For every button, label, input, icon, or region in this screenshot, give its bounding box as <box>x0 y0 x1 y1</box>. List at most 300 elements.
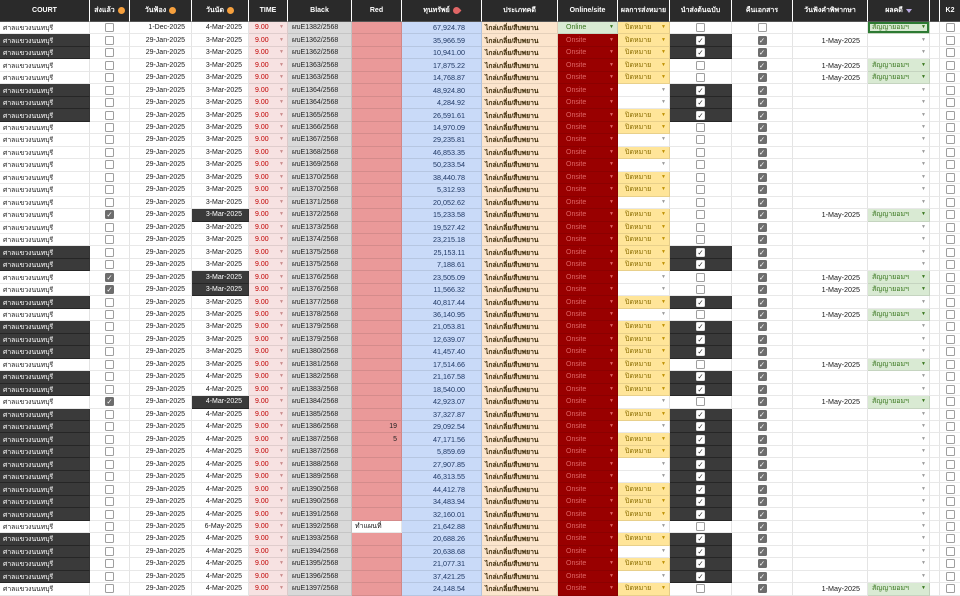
case-type-cell[interactable] <box>482 334 558 346</box>
k2-cell[interactable] <box>940 458 960 470</box>
original-docs-checkbox[interactable] <box>696 310 705 319</box>
amount-cell[interactable] <box>402 59 482 71</box>
dropdown-arrow-icon[interactable]: ▼ <box>609 323 614 330</box>
dropdown-arrow-icon[interactable]: ▼ <box>279 498 284 505</box>
send-result-select[interactable] <box>618 396 670 408</box>
filing-date-cell[interactable] <box>130 284 192 296</box>
header-red[interactable] <box>352 0 402 22</box>
k2-cell[interactable] <box>940 433 960 445</box>
send-result-select[interactable] <box>618 483 670 495</box>
black-case-number-cell[interactable] <box>288 222 352 234</box>
channel-select[interactable] <box>558 446 618 458</box>
sent-checkbox[interactable] <box>105 248 114 257</box>
returned-docs-checkbox[interactable]: ✓ <box>758 235 766 245</box>
dropdown-arrow-icon[interactable]: ▼ <box>921 86 926 93</box>
sent-cell[interactable] <box>90 34 130 46</box>
black-case-number-cell[interactable] <box>288 471 352 483</box>
dropdown-arrow-icon[interactable]: ▼ <box>609 248 614 255</box>
channel-select[interactable] <box>558 284 618 296</box>
red-cell[interactable] <box>352 197 402 209</box>
original-docs-checkbox[interactable]: ✓ <box>697 534 704 544</box>
case-type-cell[interactable] <box>482 22 558 34</box>
k2-cell[interactable] <box>940 246 960 258</box>
returned-docs-cell[interactable] <box>732 109 793 121</box>
dropdown-arrow-icon[interactable]: ▼ <box>609 74 614 81</box>
dropdown-arrow-icon[interactable]: ▼ <box>921 460 926 467</box>
dropdown-arrow-icon[interactable]: ▼ <box>279 535 284 542</box>
sent-checkbox[interactable] <box>105 559 114 568</box>
k2-checkbox[interactable] <box>946 510 955 519</box>
black-case-number-cell[interactable] <box>288 159 352 171</box>
k2-checkbox[interactable] <box>946 497 955 506</box>
filing-date-cell[interactable] <box>130 147 192 159</box>
original-docs-checkbox[interactable]: ✓ <box>697 422 704 432</box>
returned-docs-cell[interactable] <box>732 421 793 433</box>
amount-cell[interactable] <box>402 471 482 483</box>
red-cell[interactable] <box>352 533 402 545</box>
returned-docs-cell[interactable] <box>732 496 793 508</box>
sent-cell[interactable] <box>90 521 130 533</box>
black-case-number-cell[interactable] <box>288 259 352 271</box>
k2-checkbox[interactable] <box>946 397 955 406</box>
court-cell[interactable] <box>0 47 90 59</box>
case-result-select[interactable] <box>868 371 930 383</box>
send-result-select[interactable] <box>618 246 670 258</box>
appointment-date-cell[interactable] <box>192 483 249 495</box>
channel-select[interactable] <box>558 571 618 583</box>
returned-docs-cell[interactable] <box>732 172 793 184</box>
original-docs-checkbox[interactable] <box>696 173 705 182</box>
case-type-cell[interactable] <box>482 421 558 433</box>
judgment-date-cell[interactable] <box>793 34 868 46</box>
returned-docs-cell[interactable] <box>732 396 793 408</box>
dropdown-arrow-icon[interactable]: ▼ <box>609 161 614 168</box>
header-case-type[interactable] <box>482 0 558 22</box>
dropdown-arrow-icon[interactable]: ▼ <box>609 311 614 318</box>
time-cell[interactable] <box>249 409 288 421</box>
dropdown-arrow-icon[interactable]: ▼ <box>921 123 926 130</box>
dropdown-arrow-icon[interactable]: ▼ <box>661 547 666 554</box>
court-cell[interactable] <box>0 558 90 570</box>
original-docs-checkbox[interactable]: ✓ <box>697 110 704 120</box>
judgment-date-cell[interactable] <box>793 84 868 96</box>
time-cell[interactable] <box>249 321 288 333</box>
header-returned-docs[interactable] <box>732 0 793 22</box>
original-docs-checkbox[interactable]: ✓ <box>697 35 704 45</box>
returned-docs-cell[interactable] <box>732 134 793 146</box>
dropdown-arrow-icon[interactable]: ▼ <box>279 473 284 480</box>
returned-docs-cell[interactable] <box>732 533 793 545</box>
sent-checkbox[interactable] <box>105 123 114 132</box>
time-cell[interactable] <box>249 571 288 583</box>
send-result-select[interactable] <box>618 134 670 146</box>
dropdown-arrow-icon[interactable]: ▼ <box>921 261 926 268</box>
returned-docs-cell[interactable] <box>732 321 793 333</box>
send-result-select[interactable] <box>618 122 670 134</box>
channel-select[interactable] <box>558 458 618 470</box>
judgment-date-cell[interactable] <box>793 172 868 184</box>
returned-docs-checkbox[interactable]: ✓ <box>758 447 766 457</box>
filing-date-cell[interactable] <box>130 22 192 34</box>
dropdown-arrow-icon[interactable]: ▼ <box>609 173 614 180</box>
channel-select[interactable] <box>558 271 618 283</box>
header-filing-date[interactable] <box>130 0 192 22</box>
court-cell[interactable] <box>0 109 90 121</box>
returned-docs-checkbox[interactable]: ✓ <box>758 521 766 531</box>
sent-cell[interactable] <box>90 446 130 458</box>
case-result-select[interactable] <box>868 159 930 171</box>
k2-checkbox[interactable] <box>946 235 955 244</box>
sent-cell[interactable] <box>90 483 130 495</box>
original-docs-cell[interactable] <box>670 458 732 470</box>
dropdown-arrow-icon[interactable]: ▼ <box>609 236 614 243</box>
amount-cell[interactable] <box>402 47 482 59</box>
amount-cell[interactable] <box>402 109 482 121</box>
original-docs-cell[interactable] <box>670 72 732 84</box>
judgment-date-cell[interactable] <box>793 246 868 258</box>
judgment-date-cell[interactable] <box>793 471 868 483</box>
dropdown-arrow-icon[interactable]: ▼ <box>661 261 666 268</box>
time-cell[interactable] <box>249 109 288 121</box>
judgment-date-cell[interactable] <box>793 271 868 283</box>
original-docs-checkbox[interactable] <box>696 135 705 144</box>
original-docs-cell[interactable] <box>670 134 732 146</box>
returned-docs-checkbox[interactable]: ✓ <box>758 48 766 58</box>
sent-checkbox[interactable] <box>105 160 114 169</box>
appointment-date-cell[interactable] <box>192 109 249 121</box>
appointment-date-cell[interactable] <box>192 134 249 146</box>
channel-select[interactable] <box>558 546 618 558</box>
dropdown-arrow-icon[interactable]: ▼ <box>609 398 614 405</box>
k2-checkbox[interactable] <box>946 73 955 82</box>
judgment-date-cell[interactable] <box>793 159 868 171</box>
red-cell[interactable] <box>352 421 402 433</box>
returned-docs-checkbox[interactable]: ✓ <box>758 359 766 369</box>
filing-date-cell[interactable] <box>130 409 192 421</box>
judgment-date-cell[interactable] <box>793 309 868 321</box>
time-cell[interactable] <box>249 359 288 371</box>
dropdown-arrow-icon[interactable]: ▼ <box>609 485 614 492</box>
dropdown-arrow-icon[interactable]: ▼ <box>661 198 666 205</box>
case-result-select[interactable] <box>868 97 930 109</box>
returned-docs-checkbox[interactable]: ✓ <box>758 247 766 257</box>
judgment-date-cell[interactable] <box>793 421 868 433</box>
sent-checkbox[interactable] <box>105 522 114 531</box>
filing-date-cell[interactable] <box>130 209 192 221</box>
k2-checkbox[interactable] <box>946 522 955 531</box>
send-result-select[interactable] <box>618 259 670 271</box>
appointment-date-cell[interactable] <box>192 433 249 445</box>
amount-cell[interactable] <box>402 34 482 46</box>
red-cell[interactable] <box>352 34 402 46</box>
case-result-select[interactable] <box>868 72 930 84</box>
send-result-select[interactable] <box>618 47 670 59</box>
court-cell[interactable] <box>0 122 90 134</box>
amount-cell[interactable] <box>402 134 482 146</box>
case-type-cell[interactable] <box>482 271 558 283</box>
time-cell[interactable] <box>249 209 288 221</box>
red-cell[interactable] <box>352 159 402 171</box>
send-result-select[interactable] <box>618 209 670 221</box>
original-docs-cell[interactable] <box>670 346 732 358</box>
original-docs-cell[interactable] <box>670 546 732 558</box>
red-cell[interactable] <box>352 458 402 470</box>
case-type-cell[interactable] <box>482 222 558 234</box>
k2-checkbox[interactable] <box>946 410 955 419</box>
dropdown-arrow-icon[interactable]: ▼ <box>609 286 614 293</box>
time-cell[interactable] <box>249 147 288 159</box>
case-result-select[interactable] <box>868 271 930 283</box>
original-docs-checkbox[interactable] <box>696 198 705 207</box>
original-docs-cell[interactable] <box>670 496 732 508</box>
dropdown-arrow-icon[interactable]: ▼ <box>921 298 926 305</box>
sent-checkbox[interactable] <box>105 185 114 194</box>
case-result-select[interactable] <box>868 134 930 146</box>
sent-cell[interactable] <box>90 384 130 396</box>
amount-cell[interactable] <box>402 84 482 96</box>
dropdown-arrow-icon[interactable]: ▼ <box>921 61 926 68</box>
returned-docs-cell[interactable] <box>732 546 793 558</box>
dropdown-arrow-icon[interactable]: ▼ <box>921 498 926 505</box>
original-docs-checkbox[interactable]: ✓ <box>697 409 704 419</box>
amount-cell[interactable] <box>402 159 482 171</box>
dropdown-arrow-icon[interactable]: ▼ <box>279 373 284 380</box>
black-case-number-cell[interactable] <box>288 533 352 545</box>
returned-docs-cell[interactable] <box>732 72 793 84</box>
appointment-date-cell[interactable] <box>192 309 249 321</box>
k2-cell[interactable] <box>940 533 960 545</box>
case-type-cell[interactable] <box>482 433 558 445</box>
dropdown-arrow-icon[interactable]: ▼ <box>279 186 284 193</box>
original-docs-checkbox[interactable]: ✓ <box>697 297 704 307</box>
returned-docs-checkbox[interactable]: ✓ <box>758 384 766 394</box>
sent-checkbox[interactable] <box>105 198 114 207</box>
returned-docs-cell[interactable] <box>732 222 793 234</box>
judgment-date-cell[interactable] <box>793 508 868 520</box>
dropdown-arrow-icon[interactable]: ▼ <box>921 311 926 318</box>
case-result-select[interactable] <box>868 409 930 421</box>
original-docs-cell[interactable] <box>670 371 732 383</box>
case-type-cell[interactable] <box>482 546 558 558</box>
original-docs-cell[interactable] <box>670 533 732 545</box>
court-cell[interactable] <box>0 97 90 109</box>
dropdown-arrow-icon[interactable]: ▼ <box>921 373 926 380</box>
appointment-date-cell[interactable] <box>192 72 249 84</box>
returned-docs-checkbox[interactable]: ✓ <box>758 546 766 556</box>
case-result-select[interactable] <box>868 533 930 545</box>
appointment-date-cell[interactable] <box>192 458 249 470</box>
dropdown-arrow-icon[interactable]: ▼ <box>921 248 926 255</box>
dropdown-arrow-icon[interactable]: ▼ <box>921 348 926 355</box>
original-docs-checkbox[interactable]: ✓ <box>697 459 704 469</box>
appointment-date-cell[interactable] <box>192 496 249 508</box>
red-cell[interactable] <box>352 384 402 396</box>
appointment-date-cell[interactable] <box>192 84 249 96</box>
dropdown-arrow-icon[interactable]: ▼ <box>661 335 666 342</box>
court-cell[interactable] <box>0 396 90 408</box>
dropdown-arrow-icon[interactable]: ▼ <box>279 585 284 592</box>
court-cell[interactable] <box>0 571 90 583</box>
sent-cell[interactable] <box>90 259 130 271</box>
filing-date-cell[interactable] <box>130 234 192 246</box>
send-result-select[interactable] <box>618 346 670 358</box>
case-result-select[interactable] <box>868 346 930 358</box>
sent-checkbox[interactable] <box>105 447 114 456</box>
judgment-date-cell[interactable] <box>793 533 868 545</box>
returned-docs-cell[interactable] <box>732 122 793 134</box>
judgment-date-cell[interactable] <box>793 359 868 371</box>
case-result-select[interactable] <box>868 209 930 221</box>
case-result-select[interactable] <box>868 284 930 296</box>
filing-date-cell[interactable] <box>130 321 192 333</box>
returned-docs-cell[interactable] <box>732 409 793 421</box>
judgment-date-cell[interactable] <box>793 384 868 396</box>
channel-select[interactable] <box>558 197 618 209</box>
judgment-date-cell[interactable] <box>793 371 868 383</box>
returned-docs-cell[interactable] <box>732 34 793 46</box>
appointment-date-cell[interactable] <box>192 172 249 184</box>
court-cell[interactable] <box>0 346 90 358</box>
red-cell[interactable] <box>352 209 402 221</box>
court-cell[interactable] <box>0 521 90 533</box>
amount-cell[interactable] <box>402 209 482 221</box>
red-cell[interactable] <box>352 97 402 109</box>
channel-select[interactable] <box>558 471 618 483</box>
sent-checkbox[interactable] <box>105 347 114 356</box>
time-cell[interactable] <box>249 222 288 234</box>
dropdown-arrow-icon[interactable]: ▼ <box>279 398 284 405</box>
court-cell[interactable] <box>0 284 90 296</box>
returned-docs-checkbox[interactable]: ✓ <box>758 484 766 494</box>
send-result-select[interactable] <box>618 458 670 470</box>
header-appointment-date[interactable] <box>192 0 249 22</box>
appointment-date-cell[interactable] <box>192 197 249 209</box>
channel-select[interactable] <box>558 97 618 109</box>
filing-date-cell[interactable] <box>130 222 192 234</box>
dropdown-arrow-icon[interactable]: ▼ <box>921 223 926 230</box>
sent-cell[interactable] <box>90 84 130 96</box>
dropdown-arrow-icon[interactable]: ▼ <box>609 111 614 118</box>
time-cell[interactable] <box>249 122 288 134</box>
original-docs-checkbox[interactable]: ✓ <box>697 559 704 569</box>
sent-checkbox[interactable] <box>105 547 114 556</box>
dropdown-arrow-icon[interactable]: ▼ <box>921 410 926 417</box>
original-docs-cell[interactable] <box>670 47 732 59</box>
dropdown-arrow-icon[interactable]: ▼ <box>921 385 926 392</box>
filing-date-cell[interactable] <box>130 334 192 346</box>
filing-date-cell[interactable] <box>130 546 192 558</box>
send-result-select[interactable] <box>618 371 670 383</box>
dropdown-arrow-icon[interactable]: ▼ <box>921 74 926 81</box>
original-docs-checkbox[interactable] <box>696 23 705 32</box>
time-cell[interactable] <box>249 508 288 520</box>
case-result-select[interactable] <box>868 296 930 308</box>
dropdown-arrow-icon[interactable]: ▼ <box>279 435 284 442</box>
returned-docs-cell[interactable] <box>732 259 793 271</box>
red-cell[interactable] <box>352 22 402 34</box>
time-cell[interactable] <box>249 583 288 595</box>
send-result-select[interactable] <box>618 309 670 321</box>
returned-docs-checkbox[interactable]: ✓ <box>758 559 766 569</box>
returned-docs-checkbox[interactable]: ✓ <box>758 197 766 207</box>
appointment-date-cell[interactable] <box>192 521 249 533</box>
sent-cell[interactable] <box>90 172 130 184</box>
dropdown-arrow-icon[interactable]: ▼ <box>279 61 284 68</box>
amount-cell[interactable] <box>402 521 482 533</box>
returned-docs-cell[interactable] <box>732 284 793 296</box>
k2-checkbox[interactable] <box>946 298 955 307</box>
dropdown-arrow-icon[interactable]: ▼ <box>661 86 666 93</box>
red-cell[interactable] <box>352 446 402 458</box>
time-cell[interactable] <box>249 458 288 470</box>
original-docs-checkbox[interactable]: ✓ <box>697 509 704 519</box>
channel-select[interactable] <box>558 396 618 408</box>
k2-cell[interactable] <box>940 234 960 246</box>
amount-cell[interactable] <box>402 172 482 184</box>
k2-cell[interactable] <box>940 296 960 308</box>
sent-cell[interactable] <box>90 409 130 421</box>
judgment-date-cell[interactable] <box>793 259 868 271</box>
sent-cell[interactable] <box>90 284 130 296</box>
original-docs-checkbox[interactable]: ✓ <box>697 497 704 507</box>
dropdown-arrow-icon[interactable]: ▼ <box>279 298 284 305</box>
send-result-select[interactable] <box>618 384 670 396</box>
court-cell[interactable] <box>0 234 90 246</box>
returned-docs-cell[interactable] <box>732 197 793 209</box>
original-docs-checkbox[interactable]: ✓ <box>697 484 704 494</box>
time-cell[interactable] <box>249 184 288 196</box>
case-result-select[interactable] <box>868 546 930 558</box>
original-docs-cell[interactable] <box>670 122 732 134</box>
appointment-date-cell[interactable] <box>192 22 249 34</box>
red-cell[interactable] <box>352 359 402 371</box>
sent-cell[interactable] <box>90 147 130 159</box>
black-case-number-cell[interactable] <box>288 122 352 134</box>
k2-cell[interactable] <box>940 222 960 234</box>
send-result-select[interactable] <box>618 97 670 109</box>
returned-docs-checkbox[interactable]: ✓ <box>758 509 766 519</box>
returned-docs-cell[interactable] <box>732 359 793 371</box>
judgment-date-cell[interactable] <box>793 321 868 333</box>
k2-cell[interactable] <box>940 558 960 570</box>
send-result-select[interactable] <box>618 159 670 171</box>
red-cell[interactable] <box>352 371 402 383</box>
original-docs-cell[interactable] <box>670 359 732 371</box>
judgment-date-cell[interactable] <box>793 558 868 570</box>
returned-docs-cell[interactable] <box>732 246 793 258</box>
dropdown-arrow-icon[interactable]: ▼ <box>661 323 666 330</box>
sent-checkbox[interactable] <box>105 148 114 157</box>
black-case-number-cell[interactable] <box>288 97 352 109</box>
sent-checkbox[interactable] <box>105 385 114 394</box>
returned-docs-checkbox[interactable]: ✓ <box>758 322 766 332</box>
dropdown-arrow-icon[interactable]: ▼ <box>661 286 666 293</box>
dropdown-arrow-icon[interactable]: ▼ <box>279 111 284 118</box>
court-cell[interactable] <box>0 134 90 146</box>
amount-cell[interactable] <box>402 234 482 246</box>
case-type-cell[interactable] <box>482 172 558 184</box>
dropdown-arrow-icon[interactable]: ▼ <box>279 485 284 492</box>
dropdown-arrow-icon[interactable]: ▼ <box>609 86 614 93</box>
original-docs-cell[interactable] <box>670 34 732 46</box>
case-type-cell[interactable] <box>482 583 558 595</box>
dropdown-arrow-icon[interactable]: ▼ <box>921 161 926 168</box>
k2-checkbox[interactable] <box>946 584 955 593</box>
returned-docs-checkbox[interactable]: ✓ <box>758 73 766 83</box>
appointment-date-cell[interactable] <box>192 471 249 483</box>
original-docs-cell[interactable] <box>670 483 732 495</box>
amount-cell[interactable] <box>402 346 482 358</box>
